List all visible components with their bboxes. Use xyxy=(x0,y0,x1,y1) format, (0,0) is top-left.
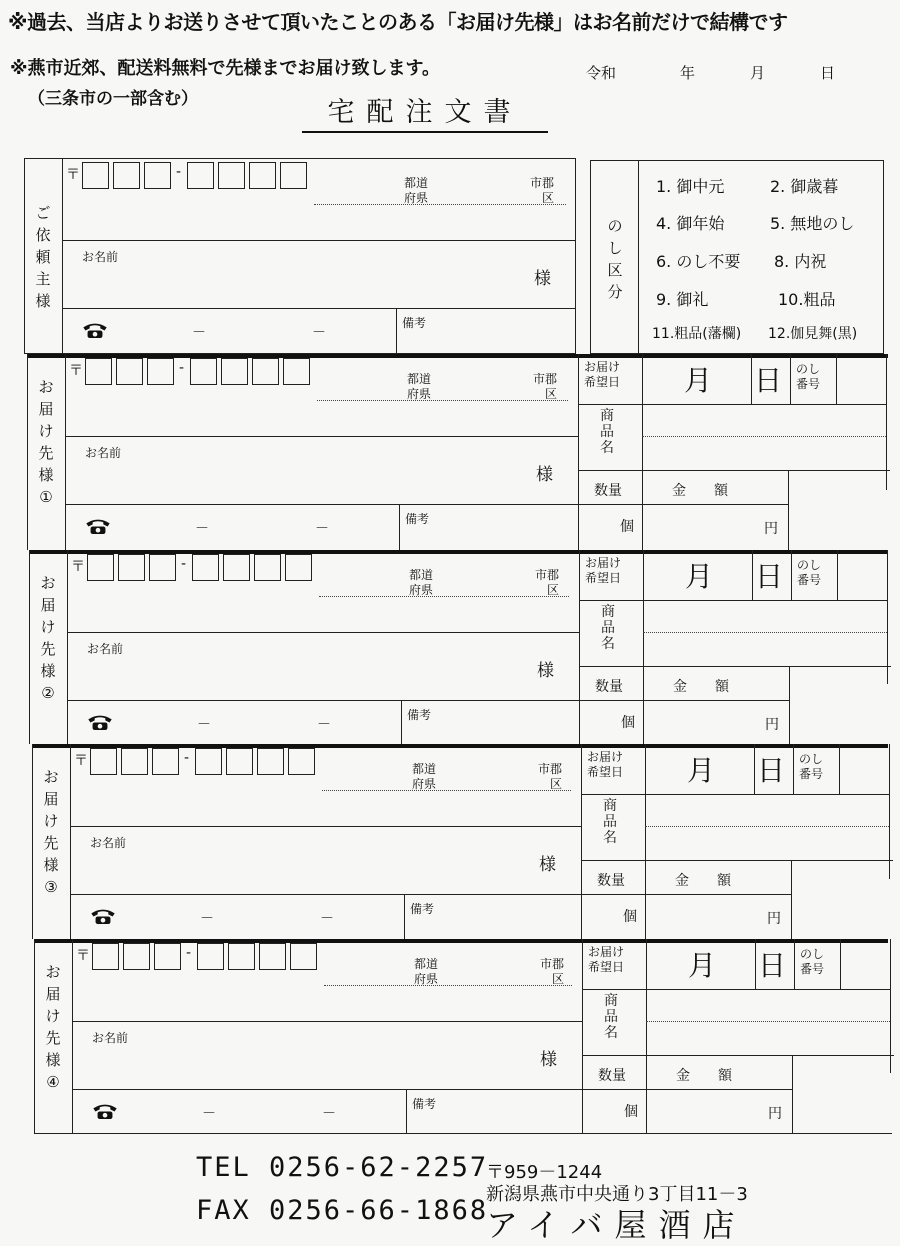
name-label: お名前 xyxy=(82,250,119,264)
noshi-option-7[interactable]: 9. 御礼 xyxy=(656,290,709,309)
noshi-number-label: のし 番号 xyxy=(799,752,824,781)
postal-digit-box[interactable] xyxy=(92,943,119,970)
date-month-label: 月 xyxy=(750,64,766,82)
delivery-date-label: お届け 希望日 xyxy=(587,750,624,779)
phone-dash: － xyxy=(315,521,329,537)
noshi-option-9[interactable]: 11.粗品(藩欄) xyxy=(652,326,742,342)
noshi-option-2[interactable]: 2. 御歳暮 xyxy=(770,177,839,196)
shop-name: アイバ屋酒店 xyxy=(486,1206,747,1244)
telephone-icon xyxy=(82,322,108,339)
delivery-day-field[interactable]: 日 xyxy=(754,364,783,397)
prefecture-label: 都道 府県 xyxy=(404,176,429,205)
postal-dash: - xyxy=(181,556,187,572)
amount-unit[interactable]: 円 xyxy=(765,717,779,733)
name-label: お名前 xyxy=(90,836,127,850)
noshi-option-8[interactable]: 10.粗品 xyxy=(778,290,836,309)
prefecture-label: 都道 府県 xyxy=(407,372,432,401)
form-bottom-border xyxy=(34,1133,892,1134)
remarks-label: 備考 xyxy=(405,512,430,526)
phone-dash: － xyxy=(197,717,211,733)
postal-mark: 〒 xyxy=(74,753,88,769)
remarks-label: 備考 xyxy=(407,708,432,722)
amount-unit[interactable]: 円 xyxy=(767,911,781,927)
postal-digit-box[interactable] xyxy=(123,943,150,970)
prefecture-label: 都道 府県 xyxy=(409,568,434,597)
date-day-label: 日 xyxy=(820,64,836,82)
delivery-day-field[interactable]: 日 xyxy=(755,560,784,593)
noshi-number-label: のし 番号 xyxy=(796,362,821,391)
quantity-label: 数量 xyxy=(597,873,625,889)
postal-digit-box[interactable] xyxy=(190,358,217,385)
quantity-label: 数量 xyxy=(598,1068,626,1084)
product-line[interactable] xyxy=(643,632,887,633)
postal-digit-box[interactable] xyxy=(113,162,140,189)
honorific-sama: 様 xyxy=(539,855,556,875)
telephone-icon xyxy=(85,518,111,535)
phone-dash: － xyxy=(312,325,326,341)
postal-mark: 〒 xyxy=(66,167,80,183)
quantity-unit[interactable]: 個 xyxy=(621,715,635,731)
section-left-border xyxy=(32,744,33,939)
postal-dash: - xyxy=(179,360,185,376)
quantity-label: 数量 xyxy=(594,483,622,499)
postal-digit-box[interactable] xyxy=(280,162,307,189)
shop-postal-code: 〒959－1244 xyxy=(486,1162,603,1183)
address-line[interactable] xyxy=(322,790,571,791)
amount-label: 金 額 xyxy=(672,483,728,499)
amount-label: 金 額 xyxy=(673,679,729,695)
section-label-4: お届け先様④ xyxy=(45,963,61,1091)
address-line[interactable] xyxy=(314,204,566,205)
postal-digit-box[interactable] xyxy=(290,943,317,970)
section-left-border xyxy=(29,550,30,744)
noshi-number-label: のし 番号 xyxy=(800,947,825,976)
delivery-month-field[interactable]: 月 xyxy=(687,754,716,787)
shop-telephone: TEL 0256-62-2257 xyxy=(196,1152,489,1183)
phone-dash: － xyxy=(317,717,331,733)
section-left-border xyxy=(34,939,35,1133)
postal-digit-box[interactable] xyxy=(121,748,148,775)
postal-digit-box[interactable] xyxy=(254,554,281,581)
amount-label: 金 額 xyxy=(676,1068,732,1084)
postal-digit-box[interactable] xyxy=(152,748,179,775)
postal-dash: - xyxy=(186,945,192,961)
postal-digit-box[interactable] xyxy=(195,748,222,775)
postal-digit-box[interactable] xyxy=(288,748,315,775)
delivery-date-label: お届け 希望日 xyxy=(585,556,622,585)
postal-digit-box[interactable] xyxy=(118,554,145,581)
section-label-0: ご依頼主様 xyxy=(35,204,51,310)
postal-digit-box[interactable] xyxy=(285,554,312,581)
section-label-1: お届け先様① xyxy=(38,378,54,506)
address-line[interactable] xyxy=(317,400,568,401)
postal-digit-box[interactable] xyxy=(223,554,250,581)
section-label-3: お届け先様③ xyxy=(43,768,59,896)
section-label-2: お届け先様② xyxy=(40,574,56,702)
noshi-option-4[interactable]: 5. 無地のし xyxy=(770,214,855,233)
postal-digit-box[interactable] xyxy=(283,358,310,385)
postal-mark: 〒 xyxy=(76,948,90,964)
postal-digit-box[interactable] xyxy=(90,748,117,775)
postal-digit-box[interactable] xyxy=(218,162,245,189)
telephone-icon xyxy=(87,714,113,731)
city-label: 市郡 区 xyxy=(540,957,565,986)
telephone-icon xyxy=(92,1103,118,1120)
delivery-month-field[interactable]: 月 xyxy=(688,949,717,982)
phone-dash: － xyxy=(322,1106,336,1122)
postal-digit-box[interactable] xyxy=(257,748,284,775)
postal-digit-box[interactable] xyxy=(147,358,174,385)
phone-dash: － xyxy=(195,521,209,537)
postal-mark: 〒 xyxy=(71,559,85,575)
postal-digit-box[interactable] xyxy=(221,358,248,385)
city-label: 市郡 区 xyxy=(533,372,558,401)
remarks-label: 備考 xyxy=(412,1097,437,1111)
quantity-label: 数量 xyxy=(595,679,623,695)
name-label: お名前 xyxy=(87,642,124,656)
telephone-icon xyxy=(90,908,116,925)
city-label: 市郡 区 xyxy=(538,762,563,791)
product-name-label: 商品名 xyxy=(604,993,618,1041)
shop-fax: FAX 0256-66-1868 xyxy=(196,1195,489,1226)
address-line[interactable] xyxy=(324,985,572,986)
city-label: 市郡 区 xyxy=(530,176,555,205)
honorific-sama: 様 xyxy=(536,465,553,485)
phone-dash: － xyxy=(192,325,206,341)
product-line[interactable] xyxy=(645,826,889,827)
postal-digit-box[interactable] xyxy=(85,358,112,385)
shop-address: 新潟県燕市中央通り3丁目11－3 xyxy=(486,1184,748,1205)
noshi-option-6[interactable]: 8. 内祝 xyxy=(774,252,827,271)
postal-digit-box[interactable] xyxy=(252,358,279,385)
postal-digit-box[interactable] xyxy=(226,748,253,775)
honorific-sama: 様 xyxy=(534,269,551,289)
phone-dash: － xyxy=(202,1106,216,1122)
quantity-unit[interactable]: 個 xyxy=(620,519,634,535)
date-era: 令和 xyxy=(586,64,617,82)
address-line[interactable] xyxy=(319,596,569,597)
postal-digit-box[interactable] xyxy=(149,554,176,581)
honorific-sama: 様 xyxy=(537,661,554,681)
product-line[interactable] xyxy=(646,1021,890,1022)
prefecture-label: 都道 府県 xyxy=(414,957,439,986)
product-name-label: 商品名 xyxy=(601,604,615,652)
postal-digit-box[interactable] xyxy=(187,162,214,189)
amount-unit[interactable]: 円 xyxy=(764,521,778,537)
section-left-border xyxy=(27,354,28,550)
remarks-label: 備考 xyxy=(410,902,435,916)
quantity-unit[interactable]: 個 xyxy=(624,1104,638,1120)
amount-label: 金 額 xyxy=(675,873,731,889)
notice-free-delivery: ※燕市近郊、配送料無料で先様までお届け致します。 xyxy=(10,58,441,79)
noshi-number-label: のし 番号 xyxy=(797,558,822,587)
delivery-day-field[interactable]: 日 xyxy=(757,754,786,787)
quantity-unit[interactable]: 個 xyxy=(623,909,637,925)
phone-dash: － xyxy=(200,911,214,927)
postal-digit-box[interactable] xyxy=(82,162,109,189)
notice-past-customers: ※過去、当店よりお送りさせて頂いたことのある「お届け先様」はお名前だけで結構です xyxy=(8,10,788,34)
amount-unit[interactable]: 円 xyxy=(768,1106,782,1122)
postal-digit-box[interactable] xyxy=(249,162,276,189)
delivery-date-label: お届け 希望日 xyxy=(584,360,621,389)
product-name-label: 商品名 xyxy=(600,408,614,456)
delivery-month-field[interactable]: 月 xyxy=(685,560,714,593)
postal-digit-box[interactable] xyxy=(228,943,255,970)
name-label: お名前 xyxy=(92,1031,129,1045)
remarks-label: 備考 xyxy=(402,316,427,330)
noshi-option-3[interactable]: 4. 御年始 xyxy=(656,214,725,233)
noshi-option-1[interactable]: 1. 御中元 xyxy=(656,177,725,196)
postal-digit-box[interactable] xyxy=(116,358,143,385)
prefecture-label: 都道 府県 xyxy=(412,762,437,791)
delivery-day-field[interactable]: 日 xyxy=(758,949,787,982)
noshi-option-5[interactable]: 6. のし不要 xyxy=(656,252,741,271)
name-label: お名前 xyxy=(85,446,122,460)
date-year-label: 年 xyxy=(680,64,696,82)
postal-digit-box[interactable] xyxy=(154,943,181,970)
postal-digit-box[interactable] xyxy=(259,943,286,970)
delivery-date-label: お届け 希望日 xyxy=(588,945,625,974)
product-line[interactable] xyxy=(642,436,886,437)
notice-delivery-area: （三条市の一部含む） xyxy=(28,89,198,109)
postal-mark: 〒 xyxy=(69,363,83,379)
postal-dash: - xyxy=(176,164,182,180)
phone-dash: － xyxy=(320,911,334,927)
form-title: 宅配注文書 xyxy=(302,90,548,133)
postal-digit-box[interactable] xyxy=(87,554,114,581)
postal-digit-box[interactable] xyxy=(144,162,171,189)
city-label: 市郡 区 xyxy=(535,568,560,597)
noshi-category-label: のし区分 xyxy=(607,217,623,301)
noshi-option-10[interactable]: 12.伽見舞(黒) xyxy=(768,326,858,342)
postal-digit-box[interactable] xyxy=(197,943,224,970)
postal-digit-box[interactable] xyxy=(192,554,219,581)
delivery-month-field[interactable]: 月 xyxy=(684,364,713,397)
honorific-sama: 様 xyxy=(540,1050,557,1070)
postal-dash: - xyxy=(184,750,190,766)
product-name-label: 商品名 xyxy=(603,798,617,846)
